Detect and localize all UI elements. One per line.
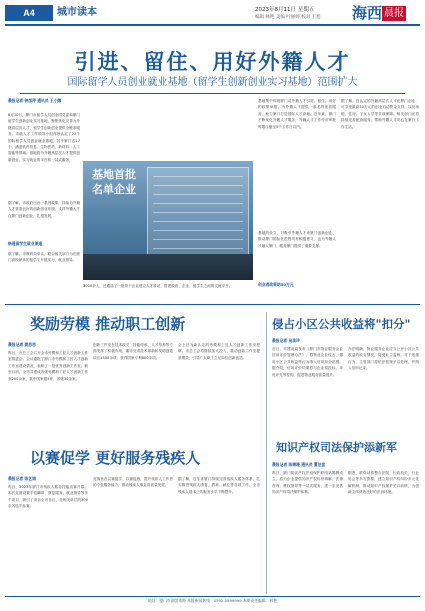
lead-title: 引进、留住、用好外籍人才 bbox=[74, 50, 351, 74]
jobs-paragraph-3: 会上还为新认定的劳模和工匠人才创新工作室授牌。市总工会将继续加大投入，推动创新工作室提质增效，引导广大职工立足岗位创新创造。 bbox=[178, 343, 260, 360]
photo-crowd bbox=[83, 254, 253, 280]
newspaper-logo bbox=[352, 2, 420, 24]
page-footer: 地址：厦门市湖滨南路 本报新闻热线：0592-5899999 本期责任编辑：林艳 bbox=[147, 598, 278, 603]
logo-seal: 晨报 bbox=[384, 8, 405, 19]
lead-subtitle: 国际留学人员创业就业基地（留学生创新创业实习基地）范围扩大 bbox=[67, 77, 358, 88]
jobs-paragraph-1: 昨日，市总工会召开全市劳模和工匠人才创新工作室推进会。会议通报了厦门市劳模和工匠人才创新工作室建设情况，表彰了一批优秀创新工作室。截至目前，全市共建成各级劳模和工匠人才创新工作室200余家，其中国家级5家、省级30余家。 bbox=[8, 351, 88, 381]
ip-title: 知识产权司法保护添新军 bbox=[276, 441, 397, 454]
community-paragraph-1: 近日，市建设局发布《厦门市物业服务企业信用评价管理办法》，将物业企业侵占、挪用小区公共收益等行为纳入信用扣分范围。据介绍，信用评价结果将与企业招投标、评优评先等挂钩，促进物业服务质量提升。 bbox=[272, 347, 343, 377]
community-paragraph-2: 办法明确，物业服务企业应当公开小区公共收益的收支情况，接受业主监督。对于违规行为，主管部门将依法依规予以处理，并纳入信用记录。 bbox=[348, 347, 419, 371]
community-byline: 晨报记者 吴美玲 bbox=[272, 338, 300, 343]
lead-rule bbox=[20, 93, 405, 94]
jobs-paragraph-2: 创新工作室在技术攻关、技能传承、人才培养等方面发挥了积极作用，累计完成技术革新和发明创造项目1500余项，获得国家专利800余项。 bbox=[93, 343, 173, 360]
lead-paragraph-1: 8月10日，厦门市留学人员创业园党委和厦门留学生创新创业实习基地，聚焦优化完善为外籍高层次人才、留学生创新创业提供全链条服务。市级人才工作领导小组首批认定了22个国际留学人员创业就业基地，其中厦门占17个，涵盖软件信息、生物医药、新材料、人工智能等领域。基地将为外籍高层次人才提供创新创业、实习就业的平台和一站式服务。 bbox=[8, 113, 80, 162]
section-divider bbox=[5, 304, 420, 305]
lead-byline: 晨报记者 钟彦萍 通讯员 王小娜 bbox=[8, 98, 62, 103]
community-title: 侵占小区公共收益将"扣分" bbox=[272, 317, 411, 331]
ip-byline: 晨报记者 陈梅珊 通讯员 厦法宣 bbox=[272, 462, 326, 467]
issue-date: 2023年8月11日 星期五 bbox=[255, 7, 315, 13]
disability-paragraph-2: 竞赛旨在以赛促学、以赛促练，提升残疾人工作者的专业服务能力，推动残疾人事业高质量发展。 bbox=[93, 477, 173, 488]
photo-caption: 3000余人，还遴选了一批骨干企业建立人才驿站，搭建政府、企业、留学生之间的交流平台。 bbox=[83, 284, 233, 288]
page-tag: A4 bbox=[5, 5, 53, 21]
photo-board bbox=[147, 167, 249, 257]
column-divider bbox=[266, 312, 267, 594]
disability-byline: 晨报记者 陈艺娟 bbox=[8, 476, 36, 481]
lead-paragraph-3: 据了解，市教育局牵头，联合相关部门为在厦门高校就读的留学生开展实习、就业指导。 bbox=[8, 252, 80, 263]
disability-paragraph-1: 昨日，2023年厦门市残疾人服务技能竞赛开幕。本次竞赛设置手语翻译、康复服务、就业指导等多个项目，吸引了来自全市各区、各相关单位的200余名选手参赛。 bbox=[8, 485, 88, 509]
lead-paragraph-2: 据了解，市政府出台一系列政策，持续为外籍人才营造良好的创新创业环境，支持外籍人才在厦门创新创业、扎根发展。 bbox=[8, 201, 80, 218]
disability-title: 以赛促学 更好服务残疾人 bbox=[30, 449, 201, 467]
section-name: 城市读本 bbox=[57, 7, 97, 18]
editors-line: 编辑 林艳 美编 叶丽婷 校对 王旭 bbox=[255, 15, 321, 20]
lead-paragraph-5: 基地的设立，对吸引外籍人才来厦门创新创业、推动厦门国际化进程具有积极意义，也为外籍人才融入厦门、服务厦门提供了重要支撑。 bbox=[258, 231, 336, 248]
disability-paragraph-3: 据了解，近年来厦门持续完善残疾人服务体系，扎实推进残疾人康复、教育、就业等各项工作，全市残疾人基本公共服务水平不断提升。 bbox=[178, 477, 260, 494]
masthead-rule bbox=[5, 24, 420, 26]
photo-banner: 基地首批 名单企业 bbox=[92, 168, 136, 196]
ip-paragraph-1: 昨日，厦门知识产权法庭保护联络站揭牌成立，将为企业提供知识产权纠纷调解、法律咨询、维权指导等一站式服务，进一步完善知识产权司法保护体系。 bbox=[272, 471, 343, 495]
jobs-title: 奖励劳模 推动职工创新 bbox=[30, 315, 186, 333]
jobs-byline: 晨报记者 黄思思 bbox=[8, 342, 36, 347]
footer-rule bbox=[5, 596, 420, 597]
logo-text: 海西 bbox=[352, 4, 383, 22]
ip-paragraph-2: 据悉，联络站将整合法院、行政机关、行业协会等多方资源，建立知识产权纠纷多元化解机制，推动知识产权保护关口前移，为创新主体营造良好的法治环境。 bbox=[348, 471, 419, 495]
lead-photo bbox=[83, 161, 253, 280]
lead-paragraph-4: 基地集中体现厦门对外籍人才引进、留住、用好的政策举措，为外籍人才提供一条龙的优质服务，助力厦门打造国际人才高地。近年来，厦门不断优化外籍人才服务，外籍人才工作许可审批时限压缩至5个工作日以内。 bbox=[258, 99, 336, 129]
masthead bbox=[0, 0, 425, 30]
lead-highlight-2: 创业者政策助50万元 bbox=[258, 282, 294, 287]
lead-highlight: 畅通留学生就业渠道 bbox=[8, 241, 43, 246]
lead-paragraph-6: 据了解，经认定的外籍高层次人才在厦门创业，可享受最高50万元的创业启动资金支持，以及场地、住房、子女入学等多项保障。相关部门还将持续完善配套服务，帮助外籍人才安心在厦门工作生活。 bbox=[341, 99, 419, 129]
